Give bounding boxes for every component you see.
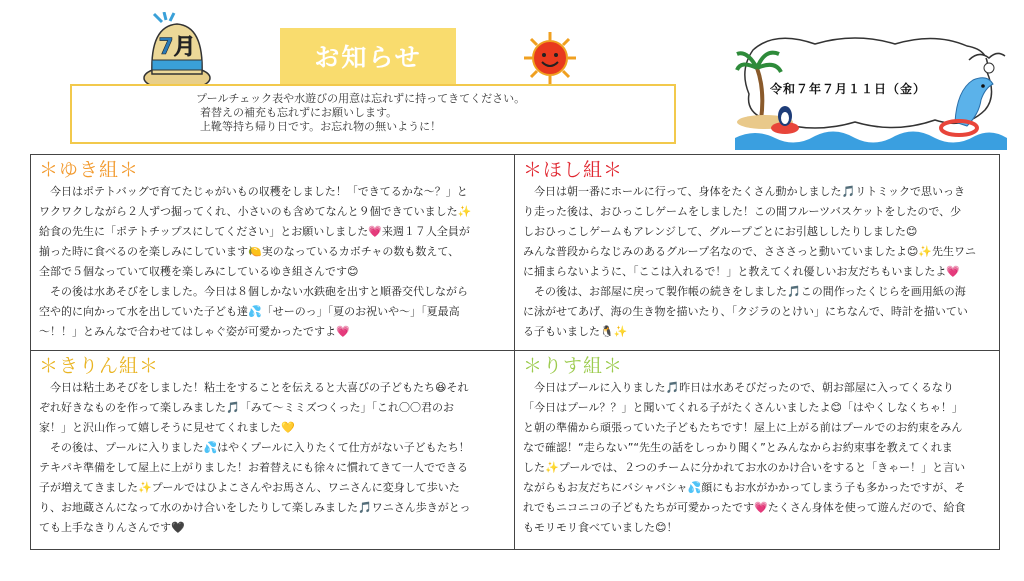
report-line: 全部で５個なっていて収穫を楽しみにしているゆき組さんです😊 xyxy=(39,265,359,278)
report-line: に捕まらないように、「ここは入れるで！」と教えてくれ優しいお友だちもいましたよ💗 xyxy=(523,265,961,278)
report-line: と朝の準備から頑張っていた子どもたちです！屋上に上がる前はプールでのお約束をみん xyxy=(523,421,963,434)
report-line: 家！」と沢山作って嬉しそうに見せてくれました💛 xyxy=(39,421,295,434)
class-title: ＊ほし組＊ xyxy=(523,159,624,181)
class-report-grid xyxy=(30,154,1000,550)
report-line: 空や的に向かって水を出していた子ども達💦「せーのっ」「夏のお祝いや～」「夏最高 xyxy=(39,305,460,318)
notice-box xyxy=(70,84,676,144)
report-line: ながらもお友だちにバシャバシャ💦顔にもお水がかかってしまう子も多かったですが、そ xyxy=(523,481,966,494)
report-line: る子もいました🐧✨ xyxy=(523,325,628,338)
report-line: ～！！」とみんなで合わせてはしゃぐ姿が可愛かったですよ💗 xyxy=(39,325,350,338)
report-line: 給食の先生に「ポテトチップスにしてください」とお願いしました💗来週１７人全員が xyxy=(39,225,470,238)
report-line: テキパキ準備をして屋上に上がりました！お着替えにも徐々に慣れてきて一人でできる xyxy=(39,461,468,474)
class-report-text xyxy=(523,378,991,538)
report-line: 今日は朝一番にホールに行って、身体をたくさん動かしました🎵リトミックで思いっき xyxy=(523,185,966,198)
report-line: 今日は粘土あそびをしました！粘土をすることを伝えると大喜びの子どもたち😆それ xyxy=(39,381,469,394)
report-line: なで確認！“走らない”“先生の話をしっかり聞く”とみんなからお約束事を教えてくれま xyxy=(523,441,953,454)
class-title: ＊きりん組＊ xyxy=(39,355,160,377)
notice-line: 着替えの補充も忘れずにお願いします。 xyxy=(200,106,398,119)
report-line: ぞれ好きなものを作って楽しみました🎵「みて～ミミズつくった」「これ〇〇君のお xyxy=(39,401,454,414)
class-report-text xyxy=(39,182,506,342)
class-section-kirin xyxy=(31,351,515,549)
report-line: しおひっこしゲームもアレンジして、グループごとにお引越ししたりしました😊 xyxy=(523,225,918,238)
july-hat-badge xyxy=(140,12,215,94)
report-line: 揃った時に食べるのを楽しみにしています🍋実のなっているカボチャの数も数えて、 xyxy=(39,245,460,258)
report-line: 今日はプールに入りました🎵昨日は水あそびだったので、朝お部屋に入ってくるなり xyxy=(523,381,954,394)
report-line: みんな普段からなじみのあるグループ名なので、さささっと動いていましたよ😊✨先生ワニ xyxy=(523,245,977,258)
report-line: その後は水あそびをしました。今日は８個しかない水鉄砲を出すと順番交代しながら xyxy=(39,285,468,298)
report-line: その後は、プールに入りました💦はやくプールに入りたくて仕方がない子どもたち！ xyxy=(39,441,470,454)
class-section-yuki xyxy=(31,155,515,351)
notice-line: プールチェック表や水遊びの用意は忘れずに持ってきてください。 xyxy=(196,92,526,105)
report-line: 「今日はプール？？」と聞いてくれる子がたくさんいましたよ😊「はやくしなくちゃ！」 xyxy=(523,401,963,414)
class-title: ＊ゆき組＊ xyxy=(39,159,140,181)
notice-line: 上靴等持ち帰り日です。お忘れ物の無いように！ xyxy=(200,120,442,133)
report-line: り走った後は、おひっこしゲームをしました！この間フルーツバスケットをしたので、少 xyxy=(523,205,962,218)
report-line: に泳がせてあげ、海の生き物を描いたり、「クジラのとけい」にちなんで、時計を描いてい xyxy=(523,305,968,318)
report-line: 今日はポテトバッグで育てたじゃがいもの収穫をしました！「できてるかな～？」と xyxy=(39,185,468,198)
report-line: もモリモリ食べていました😊！ xyxy=(523,521,678,534)
report-line: れでもニコニコの子どもたちが可愛かったです💗たくさん身体を使って遊んだので、給食 xyxy=(523,501,966,514)
class-section-risu xyxy=(515,351,999,549)
notice-title: お知らせ xyxy=(314,43,422,72)
report-line: り、お地蔵さんになって水のかけ合いをしたりして楽しみました🎵ワニさん歩きがとっ xyxy=(39,501,471,514)
sun-icon xyxy=(522,30,578,86)
class-report-text xyxy=(523,182,991,342)
class-section-hoshi xyxy=(515,155,999,351)
badge-text: 7月 xyxy=(158,35,196,60)
date-label: 令和７年７月１１日（金） xyxy=(770,82,927,96)
report-line: 子が増えてきました✨プールではひよこさんやお馬さん、ワニさんに変身して歩いた xyxy=(39,481,460,494)
report-line: した✨プールでは、２つのチームに分かれてお水のかけ合いをすると「きゃー！」と言い xyxy=(523,461,966,474)
report-line: その後は、お部屋に戻って製作帳の続きをしました🎵この間作ったくじらを画用紙の海 xyxy=(523,285,966,298)
report-line: ても上手なきりんさんです🖤 xyxy=(39,521,185,534)
class-report-text xyxy=(39,378,506,538)
report-line: ワクワクしながら２人ずつ掘ってくれ、小さいのも含めてなんと９個できていました✨ xyxy=(39,205,472,218)
notice-title-banner xyxy=(280,28,456,84)
class-title: ＊りす組＊ xyxy=(523,355,624,377)
